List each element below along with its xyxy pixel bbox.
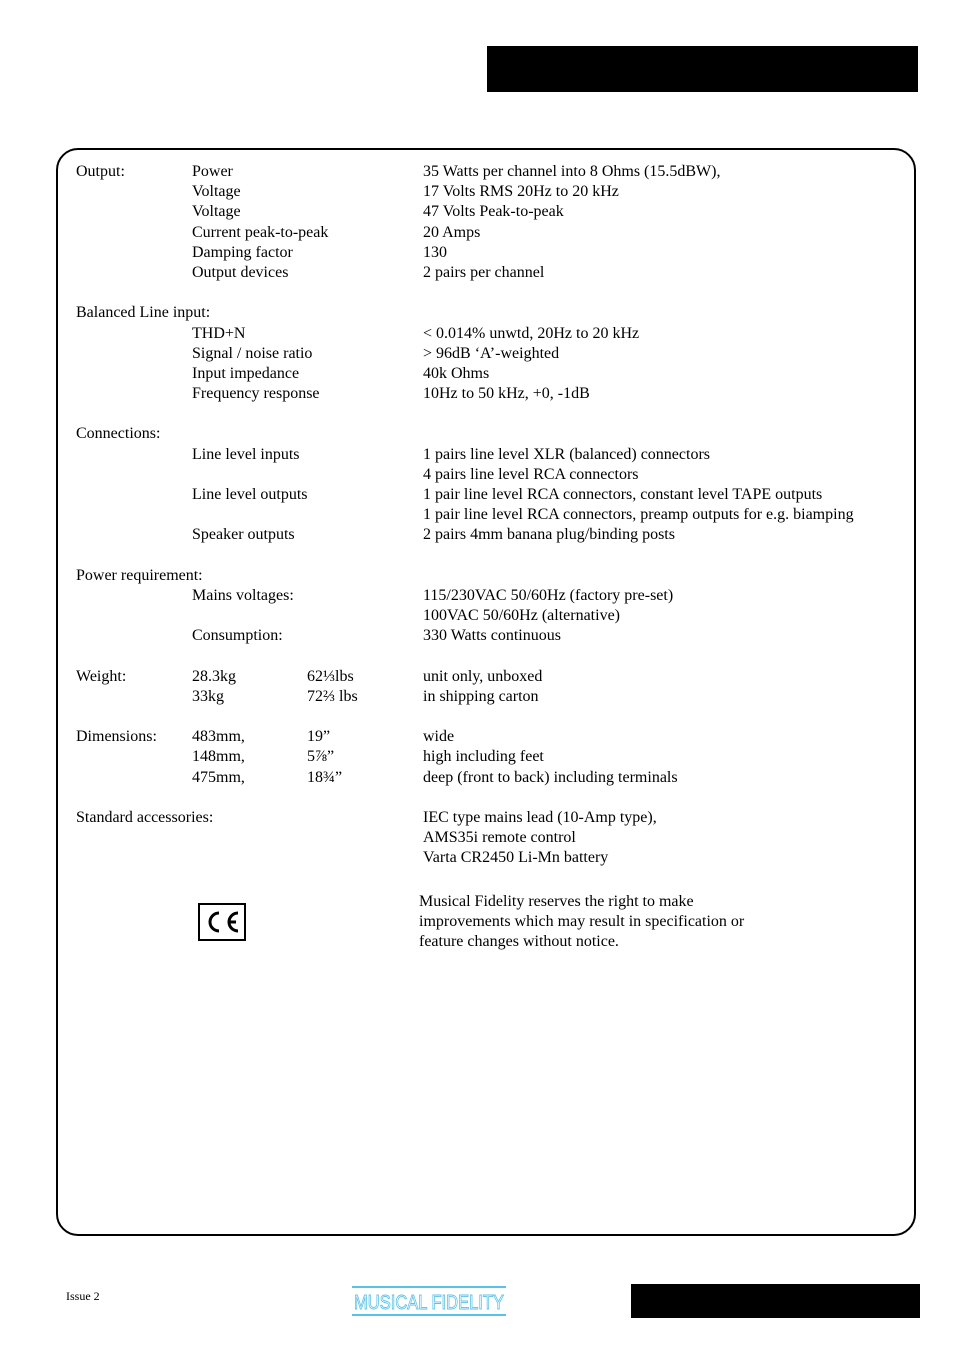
spec-cell-c4: 130 (423, 243, 447, 261)
spec-row (76, 606, 906, 626)
spec-cell-c4: 4 pairs line level RCA connectors (423, 465, 639, 483)
spec-row (76, 303, 906, 323)
spec-row (76, 768, 906, 788)
spec-cell-c2: Power (192, 163, 233, 180)
spec-cell-c4: 17 Volts RMS 20Hz to 20 kHz (423, 183, 619, 201)
spec-cell-c2: Line level outputs (192, 486, 308, 503)
issue-number: Issue 2 (66, 1289, 100, 1303)
spec-cell-c1: Connections: (76, 425, 161, 443)
spec-row (76, 283, 906, 303)
spec-row (76, 263, 906, 283)
spec-row (76, 424, 906, 444)
spec-row (76, 667, 906, 687)
spec-cell-c2: Frequency response (192, 385, 320, 403)
spec-row (76, 788, 906, 808)
spec-cell-c4: > 96dB ‘A’-weighted (423, 344, 560, 362)
spec-cell-c4: 115/230VAC 50/60Hz (factory pre-set) (423, 586, 674, 604)
ce-mark-icon (198, 903, 246, 941)
footer-bar (631, 1284, 920, 1318)
spec-cell-c1: Standard accessories: (76, 809, 214, 826)
spec-row (76, 223, 906, 243)
spec-row (76, 182, 906, 202)
spec-row (76, 324, 906, 344)
spec-cell-c4: 330 Watts continuous (423, 627, 561, 645)
spec-cell-c3: 62⅓lbs (307, 667, 354, 685)
spec-cell-c4: IEC type mains lead (10-Amp type), (423, 809, 657, 826)
spec-cell-c2: Input impedance (192, 364, 300, 382)
spec-cell-c4: in shipping carton (423, 687, 539, 705)
spec-cell-c4: high including feet (423, 748, 544, 766)
spec-row (76, 404, 906, 424)
spec-cell-c4: 1 pair line level RCA connectors, preamp outputs for e.g. biamping (423, 506, 854, 524)
spec-cell-c4: 1 pairs line level XLR (balanced) connectors (423, 445, 710, 463)
specification-notice (419, 892, 819, 953)
spec-cell-c2: Mains voltages: (192, 586, 294, 604)
spec-cell-c2: 475mm, (192, 768, 245, 786)
spec-cell-c2: Signal / noise ratio (192, 344, 313, 362)
notice-line: improvements which may result in specification or (419, 913, 745, 931)
spec-cell-c4: unit only, unboxed (423, 667, 543, 685)
spec-cell-c2: Line level inputs (192, 445, 300, 463)
svg-text:MUSICAL FIDELITY: MUSICAL FIDELITY (354, 1292, 504, 1314)
spec-cell-c4: 10Hz to 50 kHz, +0, -1dB (423, 385, 590, 403)
spec-row (76, 828, 906, 848)
spec-cell-c3: 72⅔ lbs (307, 687, 358, 705)
spec-row (76, 465, 906, 485)
spec-row (76, 384, 906, 404)
spec-cell-c4: AMS35i remote control (423, 829, 576, 847)
spec-cell-c1: Dimensions: (76, 728, 157, 746)
spec-cell-c1: Output: (76, 163, 125, 180)
spec-cell-c3: 19” (307, 728, 331, 746)
musical-fidelity-logo (352, 1285, 506, 1317)
spec-cell-c4: 40k Ohms (423, 364, 490, 382)
spec-row (76, 626, 906, 646)
spec-row (76, 485, 906, 505)
spec-row (76, 647, 906, 667)
spec-cell-c3: 5⅞” (307, 748, 335, 766)
spec-row (76, 546, 906, 566)
spec-cell-c4: < 0.014% unwtd, 20Hz to 20 kHz (423, 324, 640, 342)
spec-cell-c4: 100VAC 50/60Hz (alternative) (423, 607, 620, 625)
spec-cell-c3: 18¾” (307, 768, 343, 786)
spec-row (76, 243, 906, 263)
spec-cell-c2: Voltage (192, 203, 241, 221)
notice-line: Musical Fidelity reserves the right to make (419, 893, 694, 910)
spec-row (76, 687, 906, 707)
spec-cell-c4: deep (front to back) including terminals (423, 768, 678, 786)
header-bar (487, 46, 918, 92)
spec-cell-c2: 28.3kg (192, 667, 236, 685)
spec-row (76, 808, 906, 828)
notice-line: feature changes without notice. (419, 933, 619, 951)
spec-row (76, 162, 906, 182)
spec-cell-c4: 2 pairs per channel (423, 263, 545, 281)
spec-cell-c2: 33kg (192, 687, 224, 705)
spec-row (76, 707, 906, 727)
spec-row (76, 344, 906, 364)
spec-cell-c2: Voltage (192, 183, 241, 201)
spec-cell-c1: Weight: (76, 667, 127, 685)
spec-cell-c2: Damping factor (192, 243, 293, 261)
spec-cell-c4: 2 pairs 4mm banana plug/binding posts (423, 526, 675, 544)
spec-row (76, 445, 906, 465)
spec-cell-c4: Varta CR2450 Li-Mn battery (423, 849, 609, 867)
spec-row (76, 747, 906, 767)
spec-cell-c4: 20 Amps (423, 223, 481, 241)
spec-cell-c4: 1 pair line level RCA connectors, constant level TAPE outputs (423, 486, 823, 503)
spec-cell-c1: Power requirement: (76, 566, 203, 584)
spec-row (76, 505, 906, 525)
spec-cell-c2: 483mm, (192, 728, 245, 746)
spec-row (76, 525, 906, 545)
spec-row (76, 364, 906, 384)
spec-row (76, 566, 906, 586)
spec-cell-c2: Speaker outputs (192, 526, 295, 544)
spec-row (76, 586, 906, 606)
spec-cell-c1: Balanced Line input: (76, 304, 211, 322)
spec-row (76, 848, 906, 868)
spec-cell-c4: 35 Watts per channel into 8 Ohms (15.5dBW), (423, 163, 721, 180)
spec-row (76, 202, 906, 222)
spec-cell-c2: Output devices (192, 263, 289, 281)
spec-cell-c4: wide (423, 728, 455, 746)
spec-cell-c2: Consumption: (192, 627, 283, 645)
spec-cell-c2: Current peak-to-peak (192, 223, 329, 241)
spec-row (76, 727, 906, 747)
specifications-list (76, 162, 906, 869)
spec-cell-c2: THD+N (192, 324, 246, 342)
spec-cell-c2: 148mm, (192, 748, 245, 766)
spec-cell-c4: 47 Volts Peak-to-peak (423, 203, 564, 221)
